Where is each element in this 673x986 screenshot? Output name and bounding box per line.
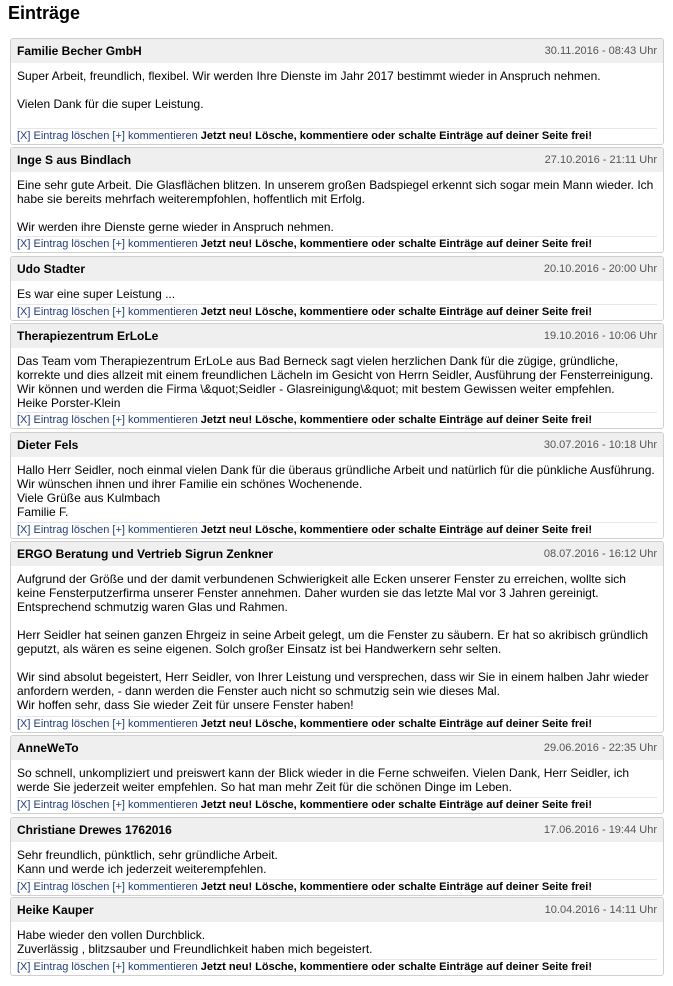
comment-entry-link[interactable]: [+] kommentieren bbox=[112, 881, 198, 893]
entry-header bbox=[11, 148, 663, 172]
entry-text bbox=[11, 348, 663, 410]
entry-actions bbox=[17, 304, 657, 319]
entry-paragraph: Habe wieder den vollen Durchblick. Zuverlässig , blitzsauber und Freundlichkeit haben mich begeistert. bbox=[17, 928, 373, 956]
entry-actions bbox=[17, 128, 657, 143]
entry-author: ERGO Beratung und Vertrieb Sigrun Zenkner bbox=[17, 547, 274, 561]
guestbook-entry bbox=[10, 256, 664, 321]
entry-paragraph: So schnell, unkompliziert und preiswert kann der Blick wieder in die Ferne schweifen. Vielen Dank, Herr Seidler, ich werde Sie jederzeit weiter empfehlen. So hat man mehr Zeit für die schönen Dinge im Leben. bbox=[17, 766, 630, 794]
entry-date: 20.10.2016 - 20:00 Uhr bbox=[543, 263, 657, 275]
entry-date: 17.06.2016 - 19:44 Uhr bbox=[543, 824, 657, 836]
promo-text: Jetzt neu! Lösche, kommentiere oder schalte Einträge auf deiner Seite frei! bbox=[200, 238, 592, 250]
delete-entry-link[interactable]: [X] Eintrag löschen bbox=[17, 718, 110, 730]
comment-entry-link[interactable]: [+] kommentieren bbox=[112, 130, 198, 142]
entry-author: AnneWeTo bbox=[17, 741, 79, 755]
entry-paragraph: Wir sind absolut begeistert, Herr Seidler, von Ihrer Leistung und versprechen, dass wir Sie in einem halben Jahr wieder anfordern werden, - dann werden die Fenster auch nicht so schmutzig sein wie dieses Mal. Wir hoffen sehr, dass Sie wieder Zeit für unsere Fenster haben! bbox=[17, 670, 649, 712]
delete-entry-link[interactable]: [X] Eintrag löschen bbox=[17, 881, 110, 893]
entry-paragraph: Vielen Dank für die super Leistung. bbox=[17, 97, 204, 111]
comment-entry-link[interactable]: [+] kommentieren bbox=[112, 414, 198, 426]
entry-actions bbox=[17, 797, 657, 812]
promo-text: Jetzt neu! Lösche, kommentiere oder schalte Einträge auf deiner Seite frei! bbox=[200, 881, 592, 893]
entry-author: Udo Stadter bbox=[17, 262, 86, 276]
entry-header bbox=[11, 542, 663, 566]
entry-author: Christiane Drewes 1762016 bbox=[17, 823, 172, 837]
guestbook-entry bbox=[10, 432, 664, 539]
delete-entry-link[interactable]: [X] Eintrag löschen bbox=[17, 306, 110, 318]
entry-header bbox=[11, 818, 663, 842]
delete-entry-link[interactable]: [X] Eintrag löschen bbox=[17, 524, 110, 536]
promo-text: Jetzt neu! Lösche, kommentiere oder schalte Einträge auf deiner Seite frei! bbox=[200, 961, 592, 973]
page-title: Einträge bbox=[8, 3, 81, 23]
entry-author: Familie Becher GmbH bbox=[17, 44, 142, 58]
entry-paragraph: Das Team vom Therapiezentrum ErLoLe aus Bad Berneck sagt vielen herzlichen Dank für die zügige, gründliche, korrekte und dies allzeit mit einem freundlichen Lächeln im Gesicht von Herrn Seidler, Ausführung der Fensterreinigung. Wir können und werden die Firma \&quot;Seidler - Glasreinigung\&quot; mit bestem Gewissen weiter empfehlen. Heike Porster-Klein bbox=[17, 354, 654, 410]
entry-paragraph: Super Arbeit, freundlich, flexibel. Wir werden Ihre Dienste im Jahr 2017 bestimmt wieder in Anspruch nehmen. bbox=[17, 69, 601, 83]
comment-entry-link[interactable]: [+] kommentieren bbox=[112, 799, 198, 811]
entry-text bbox=[11, 281, 663, 301]
entry-header bbox=[11, 433, 663, 457]
entry-actions bbox=[17, 959, 657, 974]
comment-entry-link[interactable]: [+] kommentieren bbox=[112, 306, 198, 318]
entry-paragraph: Sehr freundlich, pünktlich, sehr gründliche Arbeit. Kann und werde ich jederzeit weiterempfehlen. bbox=[17, 848, 278, 876]
promo-text: Jetzt neu! Lösche, kommentiere oder schalte Einträge auf deiner Seite frei! bbox=[200, 524, 592, 536]
entry-date: 29.06.2016 - 22:35 Uhr bbox=[543, 742, 657, 754]
entry-text bbox=[11, 842, 663, 876]
entry-author: Dieter Fels bbox=[17, 438, 79, 452]
entry-actions bbox=[17, 236, 657, 251]
delete-entry-link[interactable]: [X] Eintrag löschen bbox=[17, 130, 110, 142]
entry-actions bbox=[17, 716, 657, 731]
guestbook-entry bbox=[10, 38, 664, 145]
promo-text: Jetzt neu! Lösche, kommentiere oder schalte Einträge auf deiner Seite frei! bbox=[200, 718, 592, 730]
entry-text bbox=[11, 172, 663, 234]
entry-text bbox=[11, 63, 663, 111]
guestbook-entry bbox=[10, 817, 664, 896]
delete-entry-link[interactable]: [X] Eintrag löschen bbox=[17, 414, 110, 426]
entry-author: Therapiezentrum ErLoLe bbox=[17, 329, 159, 343]
entry-date: 30.07.2016 - 10:18 Uhr bbox=[543, 439, 657, 451]
delete-entry-link[interactable]: [X] Eintrag löschen bbox=[17, 238, 110, 250]
guestbook-entry bbox=[10, 735, 664, 814]
entry-date: 19.10.2016 - 10:06 Uhr bbox=[543, 330, 657, 342]
entry-date: 30.11.2016 - 08:43 Uhr bbox=[544, 45, 657, 57]
entry-actions bbox=[17, 879, 657, 894]
entry-paragraph: Eine sehr gute Arbeit. Die Glasflächen blitzen. In unserem großen Badspiegel erkennt sich sogar mein Mann wieder. Ich habe sie bereits mehrfach weiterempfohlen, hoffentlich mit Erfolg. bbox=[17, 178, 654, 206]
guestbook-entry bbox=[10, 897, 664, 976]
promo-text: Jetzt neu! Lösche, kommentiere oder schalte Einträge auf deiner Seite frei! bbox=[200, 130, 592, 142]
entry-actions bbox=[17, 412, 657, 427]
entry-text bbox=[11, 760, 663, 794]
entry-paragraph: Aufgrund der Größe und der damit verbundenen Schwierigkeit alle Ecken unserer Fenster zu erreichen, wollte sich keine Fensterputzerfirma unserer Fenster annehmen. Daher wurden sie das letzte Mal vor 3 Jahren gereinigt. Entsprechend schmutzig waren Glas und Rahmen. bbox=[17, 572, 626, 614]
entry-paragraph: Hallo Herr Seidler, noch einmal vielen Dank für die überaus gründliche Arbeit und natürlich für die pünkliche Ausführung. Wir wünschen ihnen und ihrer Familie ein schönes Wochenende. Viele Grüße aus Kulmbach Familie F. bbox=[17, 463, 655, 519]
comment-entry-link[interactable]: [+] kommentieren bbox=[112, 238, 198, 250]
entry-author: Heike Kauper bbox=[17, 903, 94, 917]
entry-header bbox=[11, 39, 663, 63]
guestbook-entry bbox=[10, 147, 664, 253]
entry-text bbox=[11, 922, 663, 956]
entry-text bbox=[11, 457, 663, 519]
entry-header bbox=[11, 257, 663, 281]
promo-text: Jetzt neu! Lösche, kommentiere oder schalte Einträge auf deiner Seite frei! bbox=[200, 414, 592, 426]
entry-header bbox=[11, 324, 663, 348]
entry-paragraph: Wir werden ihre Dienste gerne wieder in Anspruch nehmen. bbox=[17, 220, 334, 234]
entry-actions bbox=[17, 522, 657, 537]
promo-text: Jetzt neu! Lösche, kommentiere oder schalte Einträge auf deiner Seite frei! bbox=[200, 799, 592, 811]
comment-entry-link[interactable]: [+] kommentieren bbox=[112, 718, 198, 730]
entry-date: 10.04.2016 - 14:11 Uhr bbox=[544, 904, 657, 916]
entry-header bbox=[11, 736, 663, 760]
entry-text bbox=[11, 566, 663, 712]
entry-date: 27.10.2016 - 21:11 Uhr bbox=[544, 154, 657, 166]
guestbook-entry bbox=[10, 541, 664, 733]
entry-paragraph: Es war eine super Leistung ... bbox=[17, 287, 176, 301]
comment-entry-link[interactable]: [+] kommentieren bbox=[112, 961, 198, 973]
delete-entry-link[interactable]: [X] Eintrag löschen bbox=[17, 799, 110, 811]
entry-header bbox=[11, 898, 663, 922]
comment-entry-link[interactable]: [+] kommentieren bbox=[112, 524, 198, 536]
entry-date: 08.07.2016 - 16:12 Uhr bbox=[543, 548, 657, 560]
entry-paragraph: Herr Seidler hat seinen ganzen Ehrgeiz in seine Arbeit gelegt, um die Fenster zu säubern. Er hat so akribisch gründlich geputzt, als wären es seine eigenen. Solch großer Einsatz ist bei Handwerkern sehr selten. bbox=[17, 628, 649, 656]
guestbook-entry bbox=[10, 323, 664, 429]
promo-text: Jetzt neu! Lösche, kommentiere oder schalte Einträge auf deiner Seite frei! bbox=[200, 306, 592, 318]
delete-entry-link[interactable]: [X] Eintrag löschen bbox=[17, 961, 110, 973]
entry-author: Inge S aus Bindlach bbox=[17, 153, 132, 167]
